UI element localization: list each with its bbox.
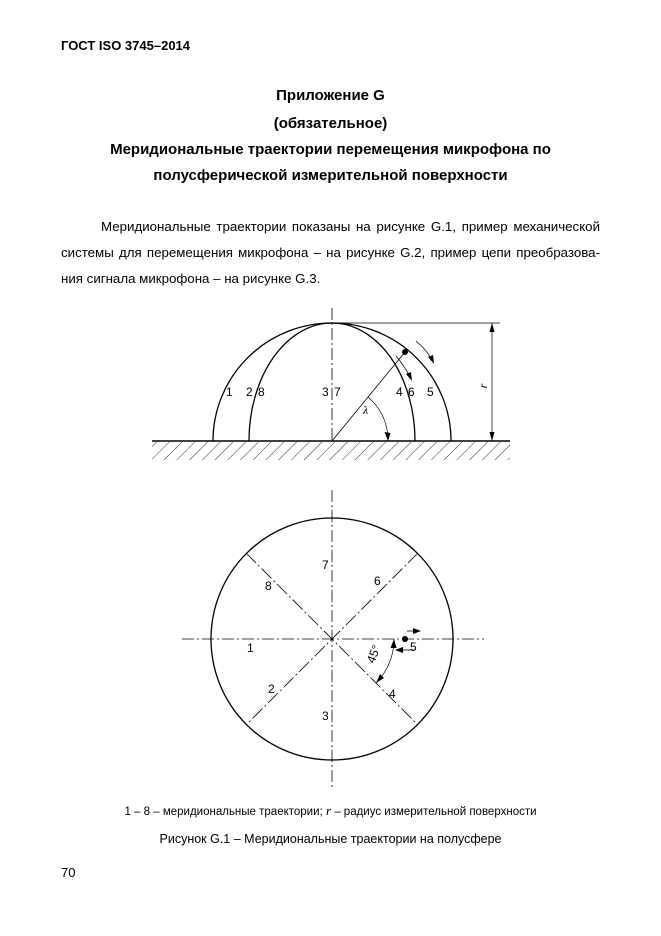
microphone-dot [402,349,408,355]
body-line-3: ния сигнала микрофона – на рисунке G.3. [61,271,321,286]
legend-suffix: – радиус измерительной поверхности [334,806,537,818]
body-line-2: системы для перемещения микрофона – на рисунке G.2, пример цепи преобразова- [61,245,600,260]
page-number: 70 [61,865,76,880]
body-line-1: Меридиональные траектории показаны на рисунке G.1, пример механической [101,219,600,234]
direction-arrowhead-inner [406,372,412,381]
side-label-5: 5 [427,385,434,399]
top-label-5: 5 [410,640,417,654]
radius-arrow-bottom [490,432,495,441]
side-view [152,308,510,460]
top-label-4: 4 [389,687,396,701]
top-angle-arrow-a [391,639,397,648]
radius-symbol: r [476,383,490,389]
angle-arc [368,397,388,441]
radius-arrow-top [490,323,495,332]
top-label-2: 2 [268,682,275,696]
annex-heading-line-2: полусферической измерительной поверхности [153,167,508,184]
side-label-6: 6 [408,385,415,399]
top-label-8: 8 [265,579,272,593]
direction-arrowhead-outer [428,355,434,364]
side-label-7: 7 [334,385,341,399]
figure-legend [0,803,661,819]
top-label-6: 6 [374,574,381,588]
microphone-radius-line [332,352,405,441]
figure-caption: Рисунок G.1 – Меридиональные траектории на полусфере [159,832,502,846]
annex-status: (обязательное) [273,115,388,132]
side-label-3: 3 [322,385,329,399]
top-label-3: 3 [322,709,329,723]
top-label-1: 1 [247,641,254,655]
top-arrowhead-right [413,628,421,634]
standard-code: ГОСТ ISO 3745–2014 [61,38,191,53]
legend-prefix: 1 – 8 – меридиональные траектории; [124,806,323,818]
top-angle-arc [376,639,394,683]
angle-45-label: 45° [363,643,384,666]
top-microphone-dot [402,636,408,642]
top-label-7: 7 [322,558,329,572]
top-view [182,490,484,790]
ground-hatch [152,442,510,460]
annex-heading-line-1: Меридиональные траектории перемещения микрофона по [110,141,551,158]
side-label-2: 2 [246,385,253,399]
side-label-4: 4 [396,385,403,399]
angle-arrow [385,432,391,441]
annex-title: Приложение G [276,87,385,104]
side-label-8: 8 [258,385,265,399]
side-label-1: 1 [226,385,233,399]
angle-symbol: λ [363,403,369,417]
legend-symbol: r [325,803,331,818]
